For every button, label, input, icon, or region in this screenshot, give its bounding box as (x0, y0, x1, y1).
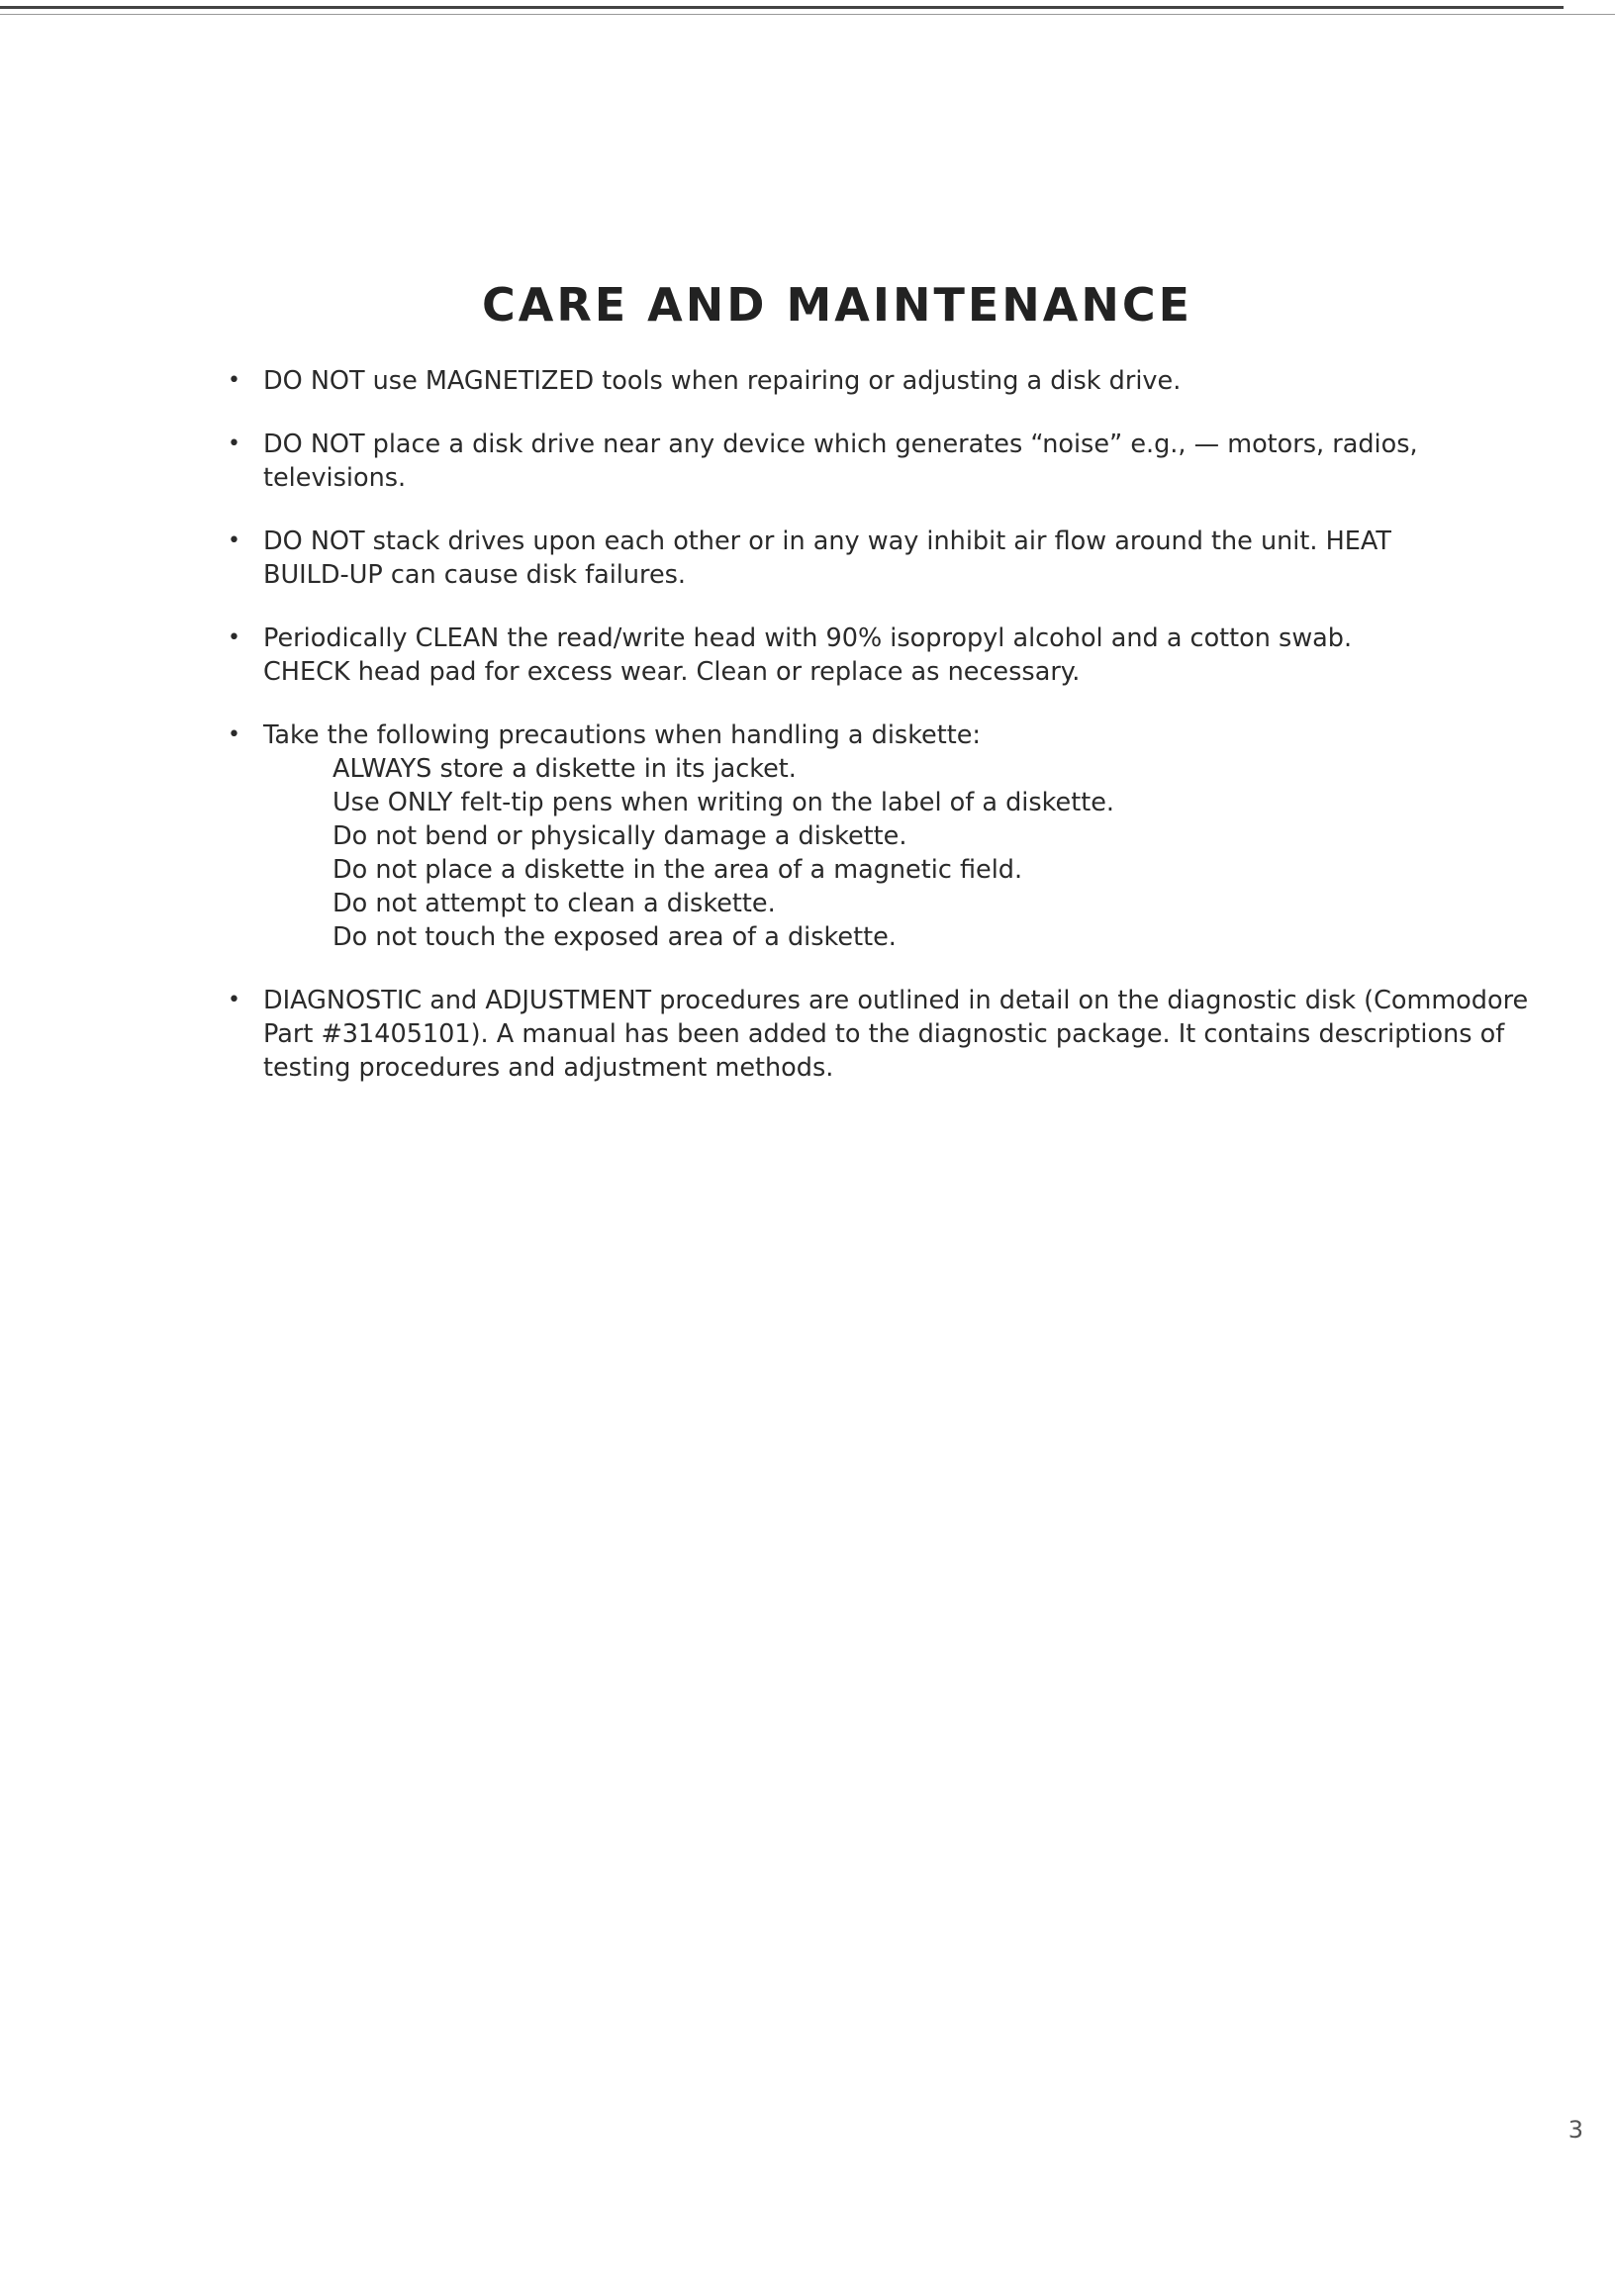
item-line: CHECK head pad for excess wear. Clean or replace as necessary. (263, 657, 1081, 687)
precaution-line: Use ONLY felt-tip pens when writing on the label of a diskette. (332, 788, 1114, 817)
item-line: Take the following precautions when handling a diskette: (263, 720, 982, 750)
precaution-line: Do not attempt to clean a diskette. (332, 889, 776, 918)
list-item-noise-devices (228, 428, 1613, 495)
item-line: Part #31405101). A manual has been added to the diagnostic package. It contains descriptions of (263, 1019, 1505, 1049)
item-line: DO NOT use MAGNETIZED tools when repairing or adjusting a disk drive. (263, 366, 1182, 396)
item-line: testing procedures and adjustment methods. (263, 1053, 834, 1083)
item-line: DO NOT place a disk drive near any device which generates “noise” e.g., — motors, radios, (263, 430, 1418, 459)
bullet-icon: • (228, 722, 240, 747)
list-item-diagnostic (228, 984, 1613, 1085)
list-item-magnetized-tools (228, 364, 1613, 398)
bullet-icon: • (228, 988, 240, 1012)
bullet-icon: • (228, 368, 240, 393)
maintenance-list (228, 364, 1613, 1114)
item-line: DO NOT stack drives upon each other or in any way inhibit air flow around the unit. HEAT (263, 526, 1391, 556)
top-rule (0, 6, 1564, 9)
list-item-stack-drives (228, 525, 1613, 592)
list-item-clean-head (228, 622, 1613, 689)
list-item-diskette-precautions (228, 718, 1613, 954)
item-line: Periodically CLEAN the read/write head with 90% isopropyl alcohol and a cotton swab. (263, 623, 1353, 653)
page-title: CARE AND MAINTENANCE (481, 277, 1193, 332)
item-line: televisions. (263, 463, 407, 493)
page-number: 3 (1568, 2116, 1583, 2144)
item-line: BUILD-UP can cause disk failures. (263, 560, 687, 590)
precaution-line: Do not touch the exposed area of a diskette. (332, 922, 897, 952)
top-rule-secondary (0, 14, 1615, 15)
precaution-line: ALWAYS store a diskette in its jacket. (332, 754, 797, 784)
item-line: DIAGNOSTIC and ADJUSTMENT procedures are outlined in detail on the diagnostic disk (Commodore (263, 986, 1529, 1015)
precaution-line: Do not bend or physically damage a diskette. (332, 821, 907, 851)
bullet-icon: • (228, 625, 240, 650)
bullet-icon: • (228, 528, 240, 553)
precaution-line: Do not place a diskette in the area of a magnetic field. (332, 855, 1023, 885)
bullet-icon: • (228, 431, 240, 456)
